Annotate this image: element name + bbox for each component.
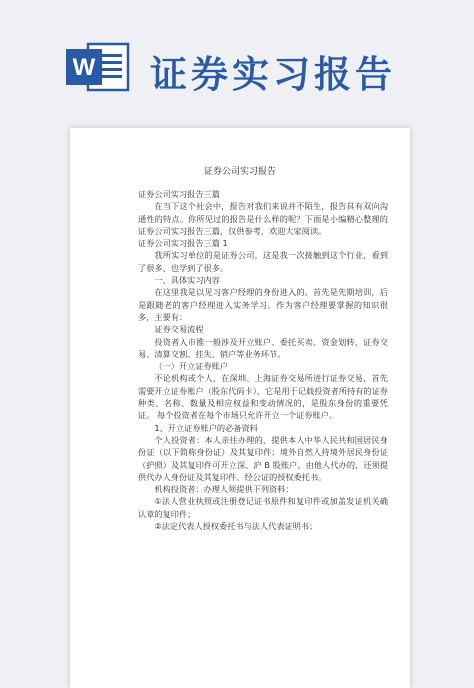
- document-paragraph: ①法人营业执照或注册登记证书原件和复印件或加盖发证机关确认章的复印件；: [138, 496, 388, 519]
- document-title: 证券公司实习报告: [203, 167, 276, 177]
- document-paragraph: 机构投资者：办理人须提供下列资料：: [154, 484, 294, 495]
- document-paragraph: 在这里我是以见习客户经理的身份进入的。首先是先期培训，后是跟随老的客户经理进入实务学习。作为客户经理要掌握的知识很多，主要有：: [138, 287, 388, 322]
- document-paragraph: 证券公司实习报告三篇: [138, 189, 220, 199]
- header-title: 证券实习报告: [150, 53, 396, 96]
- document-paragraph: 投资者入市推一般涉及开立账户、委托买卖、资金划转、证券交易、清算交割、挂失、销户等业务环节。: [138, 336, 388, 359]
- document-paragraph: 我所实习单位的是证券公司，这是我一次接触到这个行业，看到了很多、也学到了很多。: [138, 250, 388, 273]
- document-paragraph: 不论机构或个人，在深圳、上海证券交易所进行证券交易，首先需要开立证券账户（股东代码卡），它是用于记载投资者所持有的证券种类、名称、数量及相应权益和变动情况的，是股东身份的重要凭证。 每个投资者在每个市场只允许开立一个证券账户。: [138, 373, 388, 421]
- document-paragraph: 证券公司实习报告三篇 1: [138, 238, 228, 249]
- document-paragraph: （一）开立证券账户: [154, 361, 229, 372]
- document-paragraph: 1、开立证券账户的必备资料: [154, 422, 258, 433]
- header-banner: [0, 0, 474, 118]
- document-body: [138, 188, 388, 532]
- document-paragraph: 在当下这个社会中，报告对我们来说并不陌生，报告具有双向沟通性的特点。你所见过的报告是什么样的呢？下面是小编精心整理的证券公司实习报告三篇，仅供参考，欢迎大家阅读。: [138, 201, 388, 236]
- document-paragraph: 个人投资者：本人亲往办理的，提供本人中华人民共和国居民身份证（以下简称身份证）及其复印件；境外自然人持境外居民身份证（护照）及其复印件可开立深、沪 B 股账户。由他人代办的，还须提供代办人身份证及其复印件、经公证的授权委托书。: [138, 434, 388, 482]
- document-paragraph: 证券交易流程: [154, 324, 204, 335]
- document-paragraph: 一、具体实习内容: [154, 275, 220, 286]
- svg-text:W: W: [72, 54, 96, 81]
- document-page: [70, 128, 410, 688]
- document-paragraph: ②法定代表人授权委托书与法人代表证明书；: [154, 521, 318, 532]
- word-icon: [66, 40, 130, 94]
